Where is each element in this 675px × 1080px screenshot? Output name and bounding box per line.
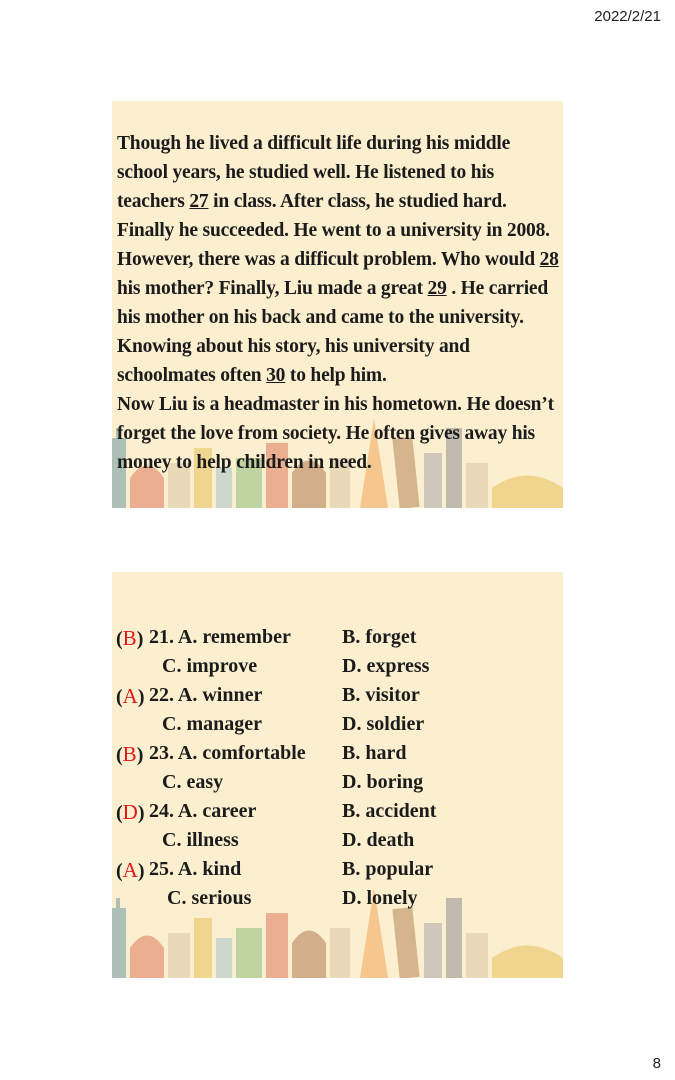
option-c: C. improve [162, 655, 258, 677]
blank-28: 28 [539, 249, 559, 270]
question-row [116, 800, 561, 829]
slide-questions [112, 572, 563, 978]
option-d: D. lonely [342, 887, 418, 909]
question-number: 23. [149, 742, 174, 764]
passage-text-segment: his mother? Finally, Liu made a great [117, 278, 428, 299]
option-c: C. serious [167, 887, 252, 909]
answer-bracket: (A) [116, 684, 145, 708]
question-row [116, 858, 561, 887]
option-a-text: A. remember [177, 626, 291, 648]
passage-text-segment: in class. After class, he studied hard. Finally he succeeded. He went to a university in 2008. However, there was a difficult problem. Who would [117, 191, 550, 270]
answer-bracket: (B) [116, 742, 144, 766]
slide-passage [112, 101, 563, 508]
option-b: B. visitor [342, 684, 420, 706]
option-a [149, 800, 256, 823]
question-number: 25. [149, 858, 174, 880]
answer-letter: A [122, 684, 138, 708]
option-a [149, 626, 291, 649]
option-c: C. easy [162, 771, 224, 793]
passage-paragraph-1 [117, 129, 562, 390]
option-c: C. manager [162, 713, 262, 735]
question-row-cont [116, 887, 561, 916]
question-row-cont [116, 655, 561, 684]
passage-text-segment: to help him. [285, 365, 387, 386]
question-row [116, 742, 561, 771]
option-b: B. accident [342, 800, 437, 822]
passage-text-segment: . He carried his mother on his back and came to the university. Knowing about his story, his university and schoolmates often [117, 278, 549, 386]
option-a-text: A. comfortable [177, 742, 306, 764]
question-row [116, 684, 561, 713]
option-b: B. forget [342, 626, 417, 648]
passage-text [117, 129, 562, 477]
answer-letter: B [122, 626, 137, 650]
answer-bracket: (D) [116, 800, 145, 824]
answer-bracket: (A) [116, 858, 145, 882]
option-d: D. soldier [342, 713, 425, 735]
option-a [149, 858, 241, 881]
question-number: 21. [149, 626, 174, 648]
option-a-text: A. career [177, 800, 257, 822]
option-b: B. hard [342, 742, 407, 764]
page-number: 8 [652, 1055, 661, 1072]
question-row-cont [116, 713, 561, 742]
option-b: B. popular [342, 858, 434, 880]
blank-30: 30 [266, 365, 286, 386]
question-number: 22. [149, 684, 174, 706]
option-a [149, 742, 306, 765]
option-c: C. illness [162, 829, 239, 851]
option-a [149, 684, 262, 707]
question-number: 24. [149, 800, 174, 822]
answer-bracket: (B) [116, 626, 144, 650]
option-d: D. death [342, 829, 415, 851]
blank-29: 29 [427, 278, 447, 299]
answer-letter: B [122, 742, 137, 766]
question-row [116, 626, 561, 655]
option-a-text: A. kind [177, 858, 242, 880]
passage-paragraph-2: Now Liu is a headmaster in his hometown. He doesn’t forget the love from society. He often gives away his money to help children in need. [117, 394, 554, 473]
option-d: D. boring [342, 771, 424, 793]
option-d: D. express [342, 655, 430, 677]
question-row-cont [116, 829, 561, 858]
passage-text-segment: Though he lived a difficult life during his middle school years, he studied well. He listened to his teachers [117, 133, 511, 212]
answer-letter: D [122, 800, 138, 824]
question-row-cont [116, 771, 561, 800]
blank-27: 27 [189, 191, 209, 212]
option-a-text: A. winner [177, 684, 263, 706]
question-list [116, 626, 561, 916]
slide-date: 2022/2/21 [594, 8, 661, 25]
answer-letter: A [122, 858, 138, 882]
